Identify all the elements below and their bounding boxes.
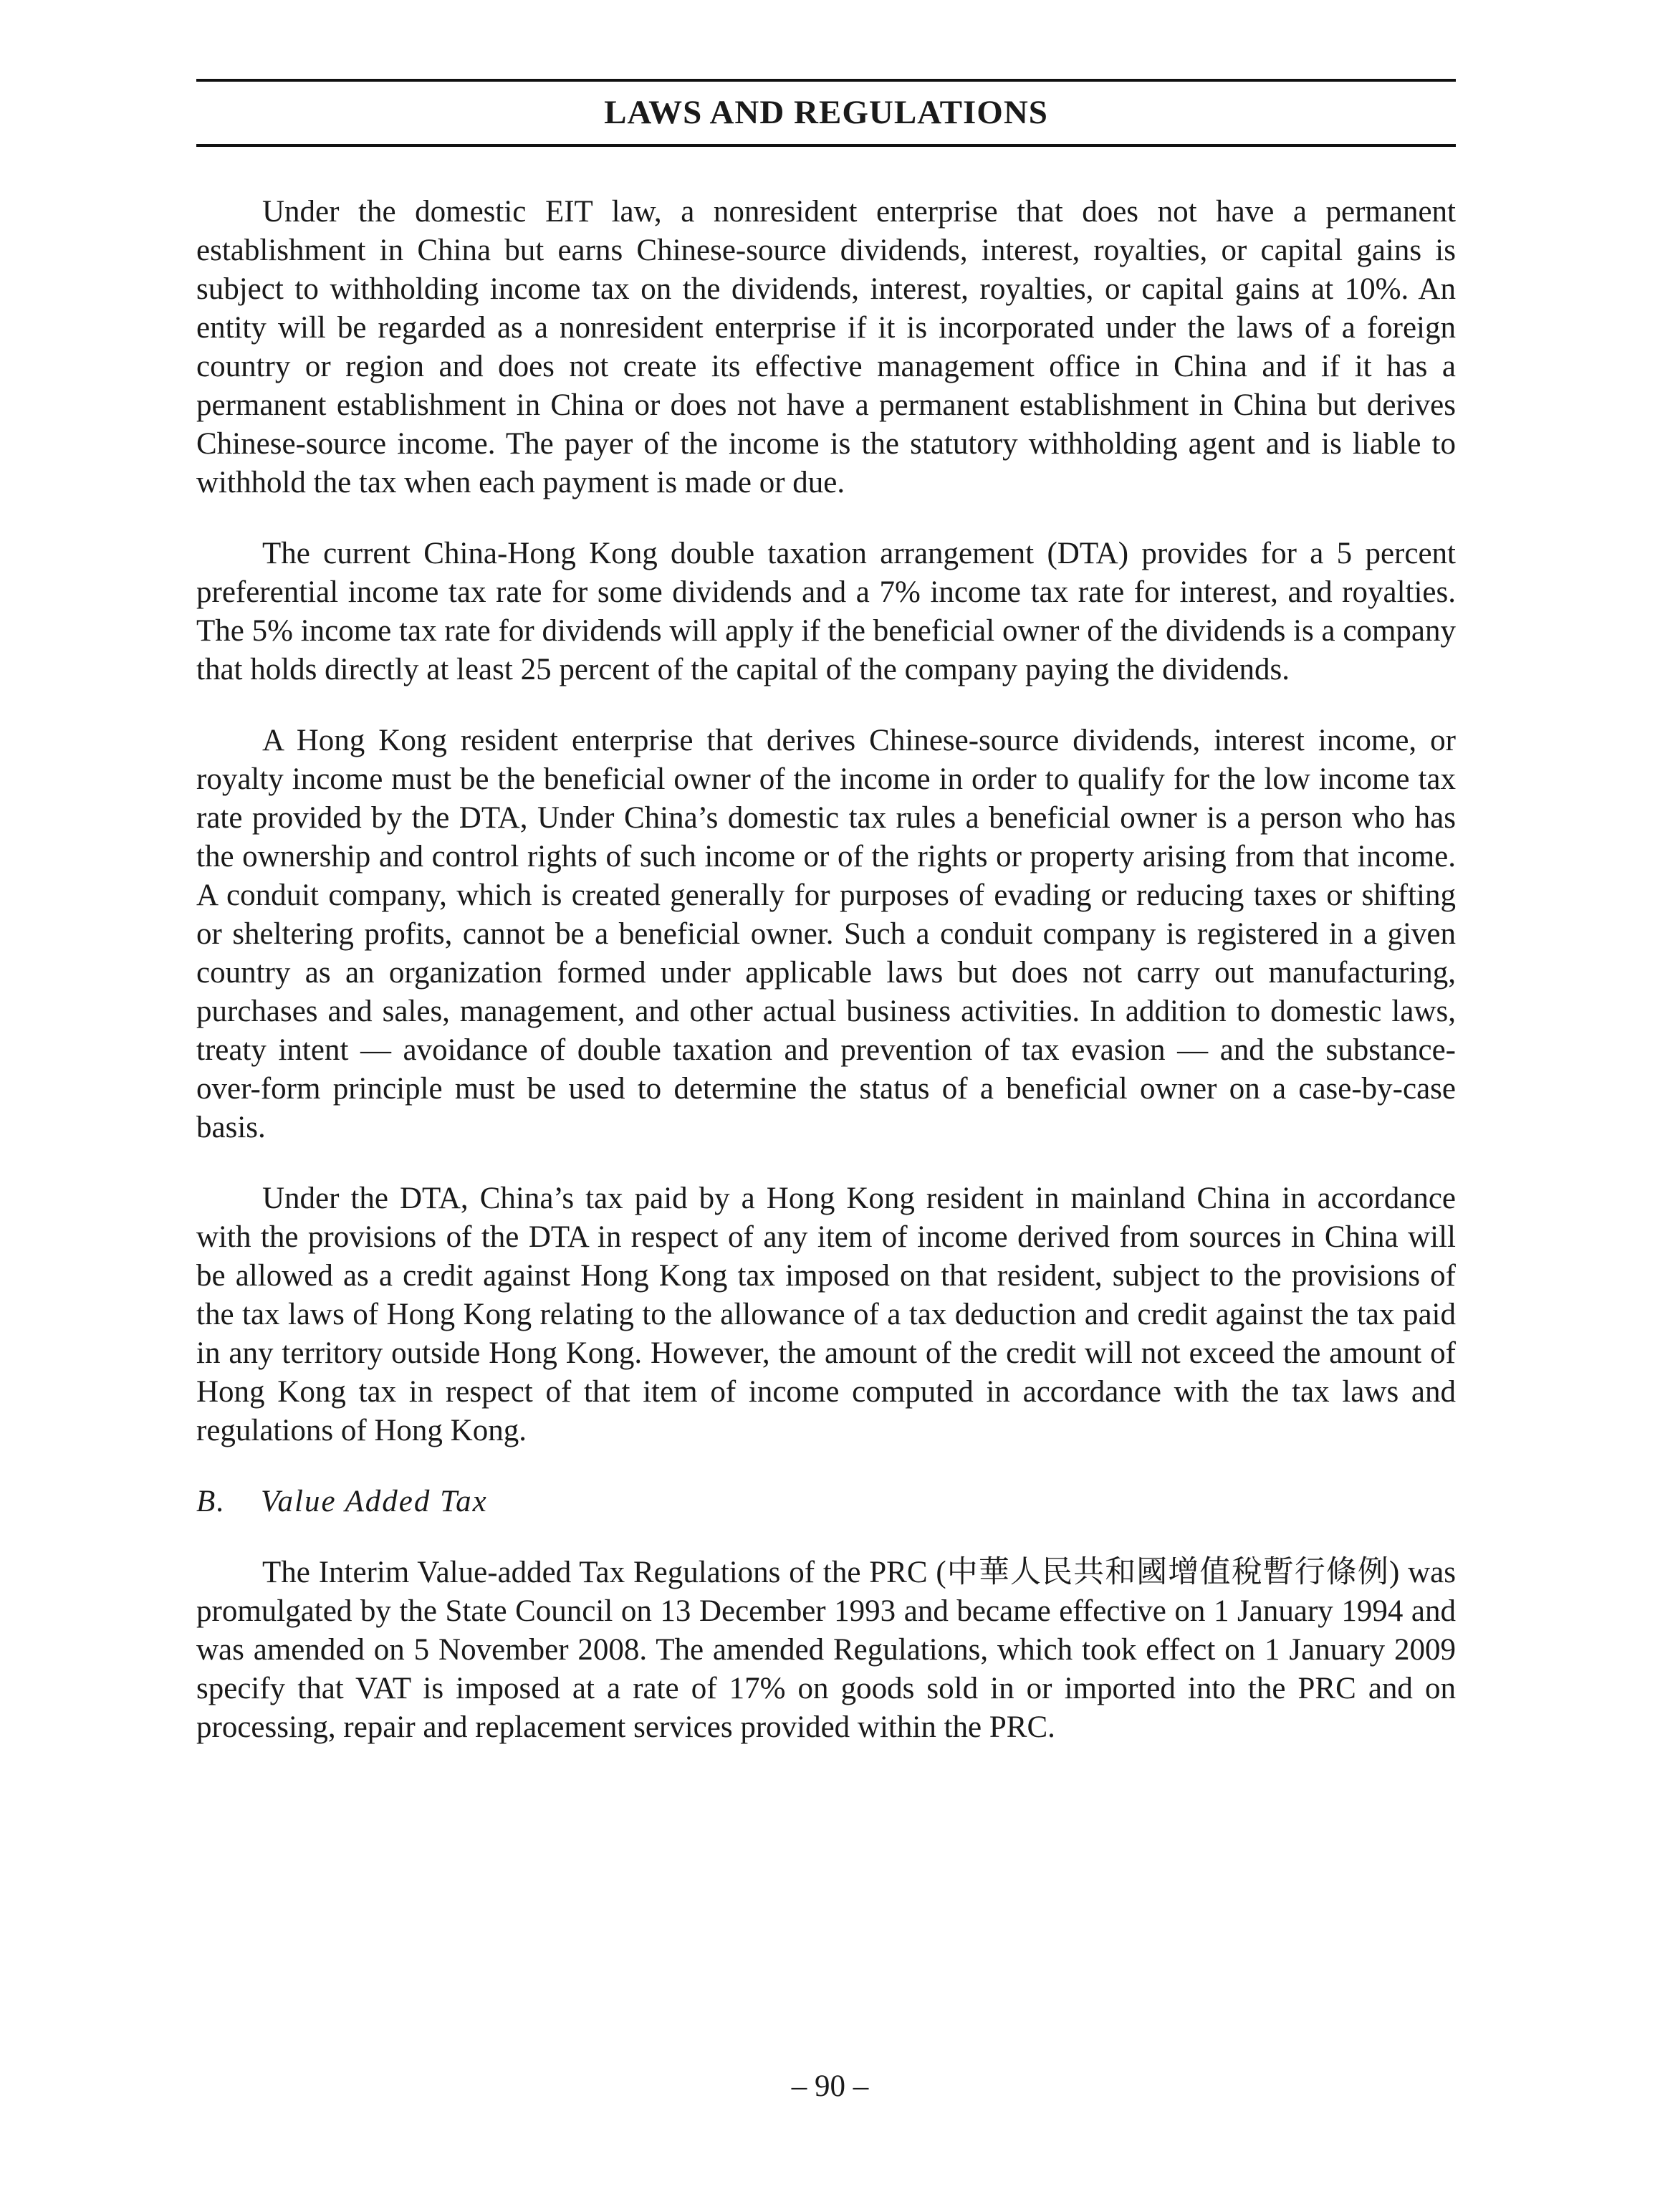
section-letter: B.	[196, 1485, 226, 1518]
document-page	[196, 79, 1456, 1779]
header-bottom-rule	[196, 144, 1456, 147]
paragraph-beneficial-owner: A Hong Kong resident enterprise that derives Chinese-source dividends, interest income, or royalty income must be the beneficial owner of the income in order to qualify for the low income tax rate provided by the DTA, Under China’s domestic tax rules a beneficial owner is a person who has the ownership and control rights of such income or of the rights or property arising from that income. A conduit company, which is created generally for purposes of evading or reducing taxes or shifting or sheltering profits, cannot be a beneficial owner. Such a conduit company is registered in a given country as an organization formed under applicable laws but does not carry out manufacturing, purchases and sales, management, and other actual business activities. In addition to domestic laws, treaty intent — avoidance of double taxation and prevention of tax evasion — and the substance-over-form principle must be used to determine the status of a beneficial owner on a case-by-case basis.	[196, 724, 1456, 1144]
page-number: – 90 –	[791, 2069, 869, 2103]
page-header-title: LAWS AND REGULATIONS	[604, 94, 1048, 131]
section-title: Value Added Tax	[261, 1485, 488, 1518]
paragraph-tax-credit: Under the DTA, China’s tax paid by a Hong Kong resident in mainland China in accordance with the provisions of the DTA in respect of any item of income derived from sources in China will be allowed as a credit against Hong Kong tax imposed on that resident, subject to the provisions of the tax laws of Hong Kong relating to the allowance of a tax deduction and credit against the tax paid in any territory outside Hong Kong. However, the amount of the credit will not exceed the amount of Hong Kong tax in respect of that item of income computed in accordance with the tax laws and regulations of Hong Kong.	[196, 1182, 1456, 1447]
paragraph-vat-regulations: The Interim Value-added Tax Regulations of the PRC (中華人民共和國增值稅暫行條例) was promulgated by the State Council on 13 December 1993 and became effective on 1 January 1994 and was amended on 5 November 2008. The amended Regulations, which took effect on 1 January 2009 specify that VAT is imposed at a rate of 17% on goods sold in or imported into the PRC and on processing, repair and replacement services provided within the PRC.	[196, 1556, 1456, 1744]
paragraph-dta-rates: The current China-Hong Kong double taxation arrangement (DTA) provides for a 5 percent preferential income tax rate for some dividends and a 7% income tax rate for interest, and royalties. The 5% income tax rate for dividends will apply if the beneficial owner of the dividends is a company that holds directly at least 25 percent of the capital of the company paying the dividends.	[196, 537, 1456, 686]
document-body	[196, 193, 1456, 1747]
paragraph-eit-withholding: Under the domestic EIT law, a nonresident enterprise that does not have a permanent establishment in China but earns Chinese-source dividends, interest, royalties, or capital gains is subject to withholding income tax on the dividends, interest, royalties, or capital gains at 10%. An entity will be regarded as a nonresident enterprise if it is incorporated under the laws of a foreign country or region and does not create its effective management office in China and if it has a permanent establishment in China or does not have a permanent establishment in China but derives Chinese-source income. The payer of the income is the statutory withholding agent and is liable to withhold the tax when each payment is made or due.	[196, 195, 1456, 499]
section-heading-value-added-tax	[196, 1483, 1456, 1521]
